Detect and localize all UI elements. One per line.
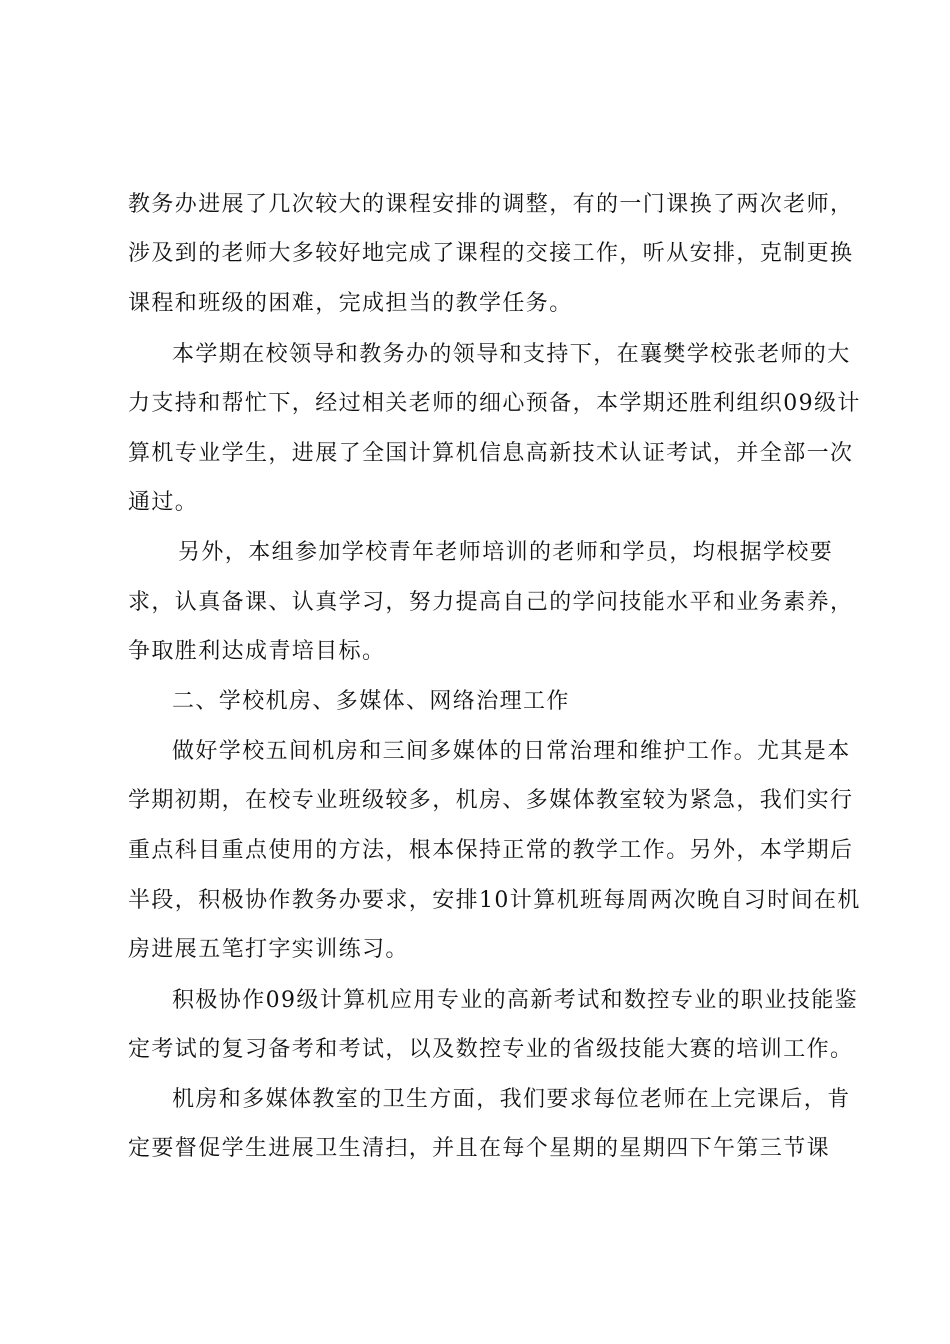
text-line: 重点科目重点使用的方法，根本保持正常的教学工作。另外，本学期后 (128, 838, 854, 863)
text-line: 教务办进展了几次较大的课程安排的调整，有的一门课换了两次老师， (128, 192, 854, 217)
text-line: 求，认真备课、认真学习，努力提高自己的学问技能水平和业务素养， (128, 590, 854, 615)
text-line: 算机专业学生，进展了全国计算机信息高新技术认证考试，并全部一次 (128, 441, 854, 466)
text-line: 通过。 (128, 490, 199, 515)
text-line: 学期初期，在校专业班级较多，机房、多媒体教室较为紧急，我们实行 (128, 788, 854, 813)
text-line: 定要督促学生进展卫生清扫，并且在每个星期的星期四下午第三节课 (128, 1136, 831, 1161)
paragraph-start-line: 本学期在校领导和教务办的领导和支持下，在襄樊学校张老师的大 (172, 342, 851, 367)
text-line: 力支持和帮忙下，经过相关老师的细心预备，本学期还胜利组织09级计 (128, 391, 861, 416)
text-line: 定考试的复习备考和考试，以及数控专业的省级技能大赛的培训工作。 (128, 1037, 854, 1062)
text-line: 房进展五笔打字实训练习。 (128, 937, 409, 962)
paragraph-start-line: 做好学校五间机房和三间多媒体的日常治理和维护工作。尤其是本 (172, 739, 851, 764)
section-heading: 二、学校机房、多媒体、网络治理工作 (172, 689, 570, 714)
text-line: 半段，积极协作教务办要求，安排10计算机班每周两次晚自习时间在机 (128, 888, 861, 913)
paragraph-start-line: 机房和多媒体教室的卫生方面，我们要求每位老师在上完课后，肯 (172, 1087, 851, 1112)
text-line: 争取胜利达成青培目标。 (128, 639, 386, 664)
paragraph-start-line: 积极协作09级计算机应用专业的高新考试和数控专业的职业技能鉴 (172, 988, 858, 1013)
text-line: 课程和班级的困难，完成担当的教学任务。 (128, 291, 573, 316)
text-line: 涉及到的老师大多较好地完成了课程的交接工作，听从安排，克制更换 (128, 241, 854, 266)
paragraph-start-line: 另外，本组参加学校青年老师培训的老师和学员，均根据学校要 (178, 540, 834, 565)
